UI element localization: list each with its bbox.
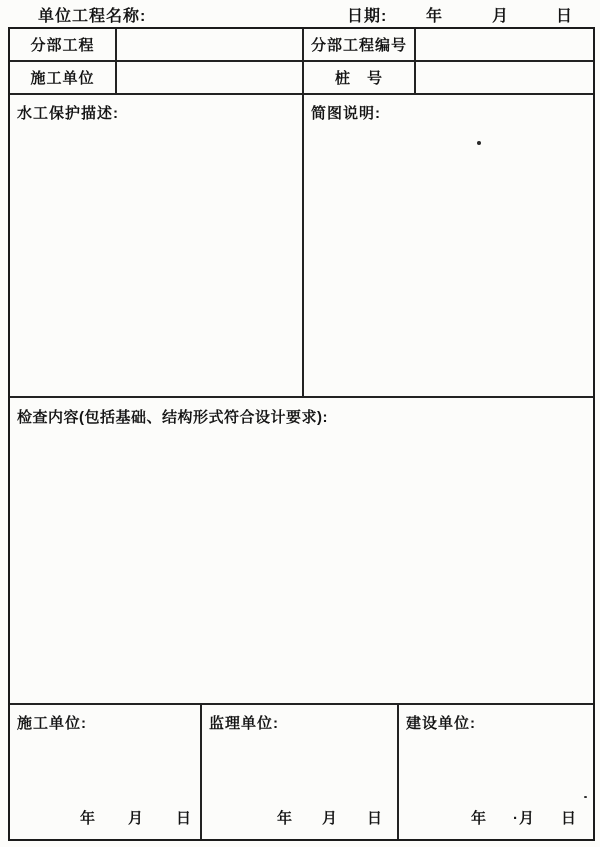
table-row [10, 29, 593, 62]
month-label: 月 [321, 810, 338, 827]
construction-unit-label-cell: 施工单位 [10, 62, 117, 93]
owner-unit-date-line [471, 807, 577, 828]
subproject-value-cell [117, 29, 304, 60]
table-row [10, 95, 593, 398]
unit-project-name-label: 单位工程名称: [38, 8, 147, 25]
subproject-number-value-cell [416, 29, 593, 60]
scan-speck [584, 796, 587, 798]
day-label: 日 [366, 810, 383, 827]
header-year-label: 年 [426, 8, 444, 25]
stake-number-label-cell: 桩 号 [304, 62, 416, 93]
stake-number-value-cell [416, 62, 593, 93]
header-month-label: 月 [492, 8, 510, 25]
owner-unit-signature-label: 建设单位: [406, 715, 476, 732]
table-row [10, 705, 593, 839]
day-label: 日 [175, 810, 192, 827]
year-label: 年 [277, 810, 294, 827]
sketch-explanation-label: 简图说明: [311, 105, 381, 122]
hydraulic-protection-description-label: 水工保护描述: [17, 105, 119, 122]
form-table [8, 27, 595, 841]
supervision-unit-signature-cell [202, 705, 399, 839]
month-label: ·月 [513, 810, 535, 827]
table-row [10, 398, 593, 705]
month-label: 月 [127, 810, 144, 827]
table-row [10, 62, 593, 95]
construction-unit-date-line [80, 807, 192, 828]
construction-unit-value-cell [117, 62, 304, 93]
inspection-content-label: 检查内容(包括基础、结构形式符合设计要求): [17, 409, 328, 426]
construction-unit-signature-label: 施工单位: [17, 715, 87, 732]
owner-unit-signature-cell [399, 705, 593, 839]
scan-speck [477, 141, 481, 145]
sketch-explanation-cell [304, 95, 593, 396]
supervision-unit-date-line [277, 807, 383, 828]
hydraulic-protection-description-cell [10, 95, 304, 396]
year-label: 年 [471, 810, 488, 827]
supervision-unit-signature-label: 监理单位: [209, 715, 279, 732]
date-label: 日期: [347, 8, 388, 25]
day-label: 日 [560, 810, 577, 827]
construction-unit-signature-cell [10, 705, 202, 839]
subproject-label-cell: 分部工程 [10, 29, 117, 60]
header-day-label: 日 [556, 8, 574, 25]
year-label: 年 [80, 810, 97, 827]
inspection-content-cell [10, 398, 593, 703]
subproject-number-label-cell: 分部工程编号 [304, 29, 416, 60]
